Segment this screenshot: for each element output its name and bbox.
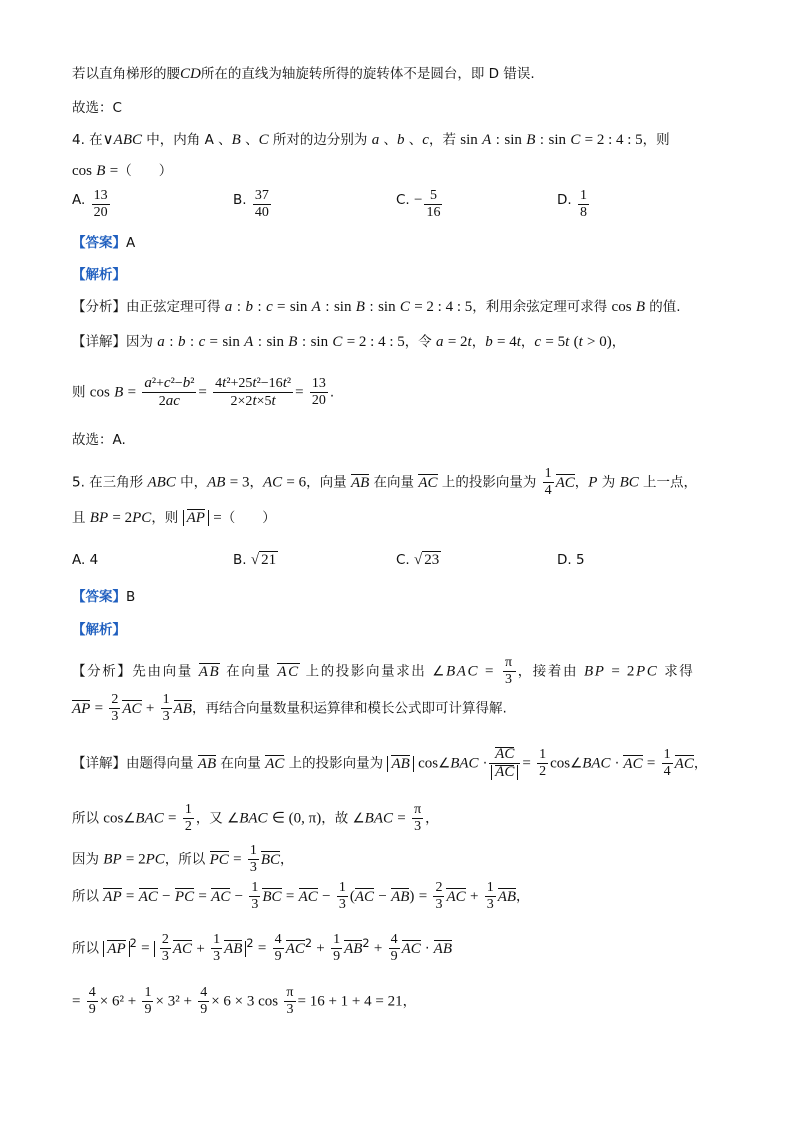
q4-detail-1: 【详解】因为 a : b : c = sin A : sin B : sin C = 2 : 4 : 5，令 a = 2t，b = 4t，c = 5t (t > 0)，: [72, 334, 626, 350]
option-a: A. $\frac{13}{20}$: [72, 188, 108, 220]
q4-fenxi: 【分析】由正弦定理可得 a : b : c = sin A : sin B : sin C = 2 : 4 : 5，利用余弦定理可求得 cos B 的值.: [72, 299, 681, 315]
answer-line: 【答案】A: [72, 235, 136, 251]
q5-detail-4: 所以 AP = AC − PC = AC − $\frac{1}{3}$ BC = AC − $\frac{1}{3}$ (AC − AB) = $\frac{2}{3}$ AC + $\frac{1}{3}$ AB，: [72, 880, 530, 912]
q5-fenxi-2: AP = $\frac{2}{3}$ AC + $\frac{1}{3}$ AB，再结合向量数量积运算律和模长公式即可计算得解.: [72, 692, 507, 724]
q5-detail-5: 所以 AP $^2$ = $\frac{2}{3}$ AC + $\frac{1}{3}$ AB $^2$ = $\frac{4}{9}$ $AC^2$ + $\frac{1}{9}$ $AB^2$ + $\frac{4}{9}$ AC · AB: [72, 932, 452, 964]
option-b: B. $\frac{37}{40}$: [233, 188, 269, 220]
question-5-stem: 5. 在三角形 ABC 中，AB = 3，AC = 6，向量 AB 在向量 AC 上的投影向量为 $\frac{1}{4}$ AC，P 为 BC 上一点，: [72, 466, 698, 498]
jiexi-tag: 【解析】: [72, 267, 126, 283]
option-b: B. √ 21: [233, 552, 277, 568]
option-c: C. − $\frac{5}{16}$: [396, 188, 441, 220]
text-line: 若以直角梯形的腰CD所在的直线为轴旋转所得的旋转体不是圆台，即 D 错误.: [72, 66, 535, 82]
text-line: 故选：C: [72, 100, 122, 116]
option-a: A. 4: [72, 552, 99, 568]
question-5-stem-2: 且 BP = 2PC，则 AP =（ ）: [72, 510, 276, 526]
q5-detail-3: 因为 BP = 2PC，所以 PC = $\frac{1}{3}$ BC，: [72, 843, 294, 875]
question-4-stem-2: cos B =（ ）: [72, 163, 173, 179]
answer-line: 【答案】B: [72, 589, 136, 605]
q5-detail-6: = $\frac{4}{9}$ × 6² + $\frac{1}{9}$ × 3² + $\frac{4}{9}$ × 6 × 3 cos $\frac{\pi}{3}$ = 16 + 1 + 4 = 21，: [72, 985, 417, 1017]
jiexi-tag: 【解析】: [72, 622, 126, 638]
q4-detail-2: 则 cos B = $\frac{\text{a²+c²−b²}}{2ac}$ = $\frac{\text{4t²+25t²−16t²}}{2\times 2t\times 5t}$ = $\frac{13}{20}$ .: [72, 375, 335, 409]
question-4-stem: 4. 在∨ABC 中，内角 A 、B 、C 所对的边分别为 a 、b 、c，若 sin A : sin B : sin C = 2 : 4 : 5，则: [72, 132, 670, 148]
option-d: D. $\frac{1}{8}$: [557, 188, 587, 220]
q5-detail-2: 所以 cos∠BAC = $\frac{1}{2}$ ，又 ∠BAC ∈ (0, π)，故 ∠BAC = $\frac{\pi}{3}$ ，: [72, 802, 439, 834]
q5-fenxi-1: 【分析】先由向量 AB 在向量 AC 上的投影向量求出 ∠BAC = $\frac{\pi}{3}$ ，接着由 BP = 2PC 求得: [72, 655, 695, 687]
option-c: C. √ 23: [396, 552, 440, 568]
q4-end: 故选：A.: [72, 432, 126, 448]
option-d: D. 5: [557, 552, 585, 568]
q5-detail-1: 【详解】由题得向量 AB 在向量 AC 上的投影向量为 AB cos∠BAC · $\frac{AC}{AC}$ = $\frac{1}{2}$ cos∠BAC · AC = $\frac{1}{4}$ AC，: [72, 746, 708, 780]
